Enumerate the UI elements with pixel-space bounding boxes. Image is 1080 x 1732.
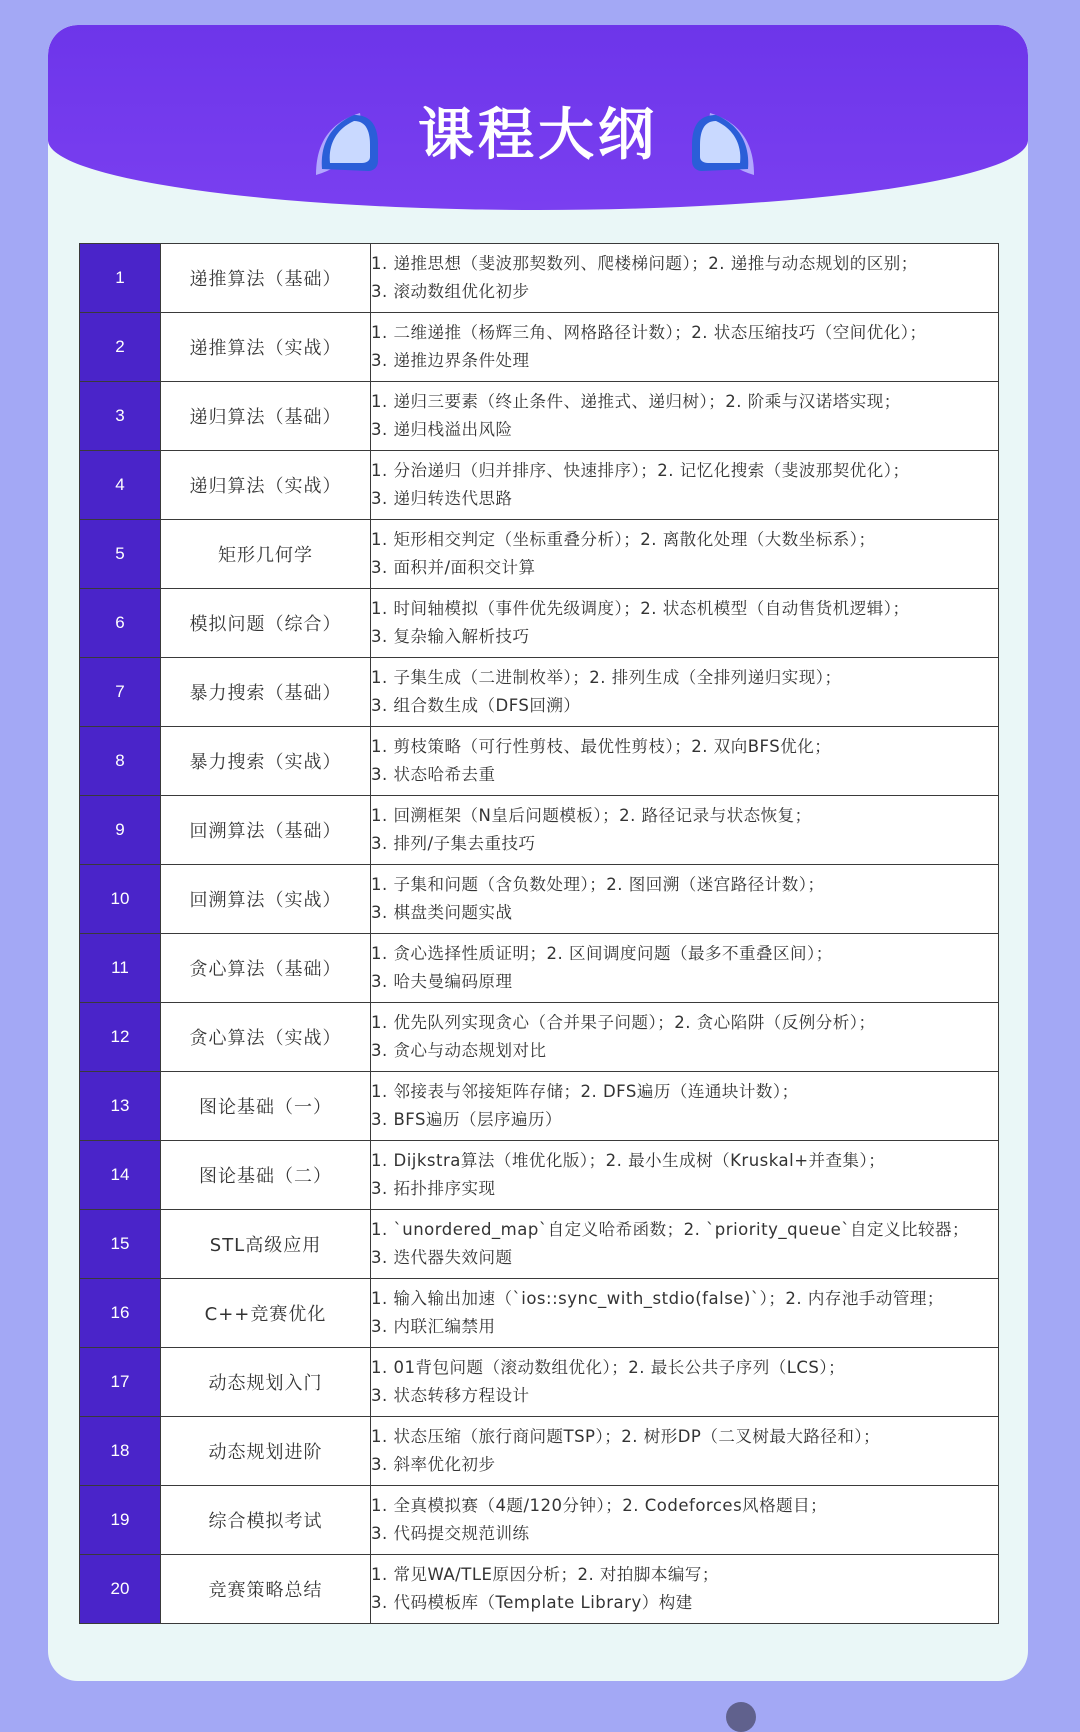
table-row [80, 658, 999, 727]
wechat-icon [726, 1702, 756, 1732]
table-row [80, 1279, 999, 1348]
lesson-topic: 图论基础（二） [161, 1141, 371, 1210]
table-row [80, 451, 999, 520]
content-line-2: 3. 排列/子集去重技巧 [371, 834, 536, 853]
lesson-number: 11 [80, 934, 161, 1003]
table-row [80, 1141, 999, 1210]
content-line-2: 3. 哈夫曼编码原理 [371, 972, 513, 991]
content-line-1: 1. 剪枝策略（可行性剪枝、最优性剪枝）；2. 双向BFS优化； [371, 737, 832, 756]
content-line-1: 1. 贪心选择性质证明；2. 区间调度问题（最多不重叠区间）； [371, 944, 833, 963]
content-line-1: 1. 全真模拟赛（4题/120分钟）；2. Codeforces风格题目； [371, 1496, 828, 1515]
lesson-number: 17 [80, 1348, 161, 1417]
table-row [80, 1210, 999, 1279]
lesson-number: 18 [80, 1417, 161, 1486]
content-line-1: 1. 回溯框架（N皇后问题模板）；2. 路径记录与状态恢复； [371, 806, 812, 825]
lesson-number: 12 [80, 1003, 161, 1072]
content-line-2: 3. 递推边界条件处理 [371, 351, 530, 370]
lesson-content [371, 1486, 999, 1555]
table-row [80, 1555, 999, 1624]
lesson-number: 5 [80, 520, 161, 589]
lesson-topic: 综合模拟考试 [161, 1486, 371, 1555]
content-line-1: 1. 矩形相交判定（坐标重叠分析）；2. 离散化处理（大数坐标系）； [371, 530, 876, 549]
content-line-2: 3. 面积并/面积交计算 [371, 558, 536, 577]
content-line-2: 3. 代码模板库（Template Library）构建 [371, 1593, 693, 1612]
leaf-right-icon [686, 105, 762, 181]
lesson-topic: 矩形几何学 [161, 520, 371, 589]
lesson-number: 19 [80, 1486, 161, 1555]
lesson-topic: STL高级应用 [161, 1210, 371, 1279]
lesson-content [371, 1003, 999, 1072]
lesson-content [371, 796, 999, 865]
content-line-2: 3. 斜率优化初步 [371, 1455, 496, 1474]
table-row [80, 382, 999, 451]
content-line-1: 1. 状态压缩（旅行商问题TSP）；2. 树形DP（二叉树最大路径和）； [371, 1427, 881, 1446]
content-line-2: 3. 状态哈希去重 [371, 765, 496, 784]
content-line-1: 1. 分治递归（归并排序、快速排序）；2. 记忆化搜索（斐波那契优化）； [371, 461, 910, 480]
lesson-content [371, 1417, 999, 1486]
lesson-number: 6 [80, 589, 161, 658]
lesson-topic: 图论基础（一） [161, 1072, 371, 1141]
lesson-topic: 递归算法（基础） [161, 382, 371, 451]
header-banner [48, 25, 1028, 210]
content-line-1: 1. 时间轴模拟（事件优先级调度）；2. 状态机模型（自动售货机逻辑）； [371, 599, 910, 618]
lesson-number: 15 [80, 1210, 161, 1279]
content-line-2: 3. 递归转迭代思路 [371, 489, 513, 508]
content-line-2: 3. 代码提交规范训练 [371, 1524, 530, 1543]
content-line-1: 1. 优先队列实现贪心（合并果子问题）；2. 贪心陷阱（反例分析）； [371, 1013, 876, 1032]
lesson-number: 14 [80, 1141, 161, 1210]
lesson-content [371, 934, 999, 1003]
lesson-topic: 暴力搜索（实战） [161, 727, 371, 796]
content-line-1: 1. 01背包问题（滚动数组优化）；2. 最长公共子序列（LCS）； [371, 1358, 846, 1377]
content-line-2: 3. 内联汇编禁用 [371, 1317, 496, 1336]
lesson-topic: 回溯算法（实战） [161, 865, 371, 934]
content-line-1: 1. 二维递推（杨辉三角、网格路径计数）；2. 状态压缩技巧（空间优化）； [371, 323, 927, 342]
content-line-2: 3. 递归栈溢出风险 [371, 420, 513, 439]
content-line-1: 1. 递归三要素（终止条件、递推式、递归树）；2. 阶乘与汉诺塔实现； [371, 392, 901, 411]
table-row [80, 865, 999, 934]
lesson-topic: 贪心算法（实战） [161, 1003, 371, 1072]
lesson-content [371, 1555, 999, 1624]
lesson-content [371, 727, 999, 796]
lesson-topic: 回溯算法（基础） [161, 796, 371, 865]
content-line-2: 3. 迭代器失效问题 [371, 1248, 513, 1267]
table-row [80, 1417, 999, 1486]
lesson-topic: 竞赛策略总结 [161, 1555, 371, 1624]
content-line-2: 3. 滚动数组优化初步 [371, 282, 530, 301]
table-row [80, 313, 999, 382]
lesson-topic: 动态规划进阶 [161, 1417, 371, 1486]
content-line-1: 1. 常见WA/TLE原因分析；2. 对拍脚本编写； [371, 1565, 719, 1584]
lesson-number: 8 [80, 727, 161, 796]
content-line-1: 1. 邻接表与邻接矩阵存储；2. DFS遍历（连通块计数）； [371, 1082, 799, 1101]
table-row [80, 1348, 999, 1417]
content-line-2: 3. 组合数生成（DFS回溯） [371, 696, 581, 715]
lesson-number: 20 [80, 1555, 161, 1624]
table-row [80, 934, 999, 1003]
content-line-2: 3. BFS遍历（层序遍历） [371, 1110, 562, 1129]
lesson-number: 9 [80, 796, 161, 865]
content-line-1: 1. Dijkstra算法（堆优化版）；2. 最小生成树（Kruskal+并查集）； [371, 1151, 886, 1170]
lesson-content [371, 1072, 999, 1141]
lesson-content [371, 658, 999, 727]
content-line-1: 1. 子集和问题（含负数处理）；2. 图回溯（迷宫路径计数）； [371, 875, 825, 894]
content-line-2: 3. 状态转移方程设计 [371, 1386, 530, 1405]
lesson-topic: 递推算法（基础） [161, 244, 371, 313]
lesson-content [371, 1141, 999, 1210]
lesson-content [371, 313, 999, 382]
lesson-topic: 暴力搜索（基础） [161, 658, 371, 727]
lesson-number: 4 [80, 451, 161, 520]
lesson-content [371, 1348, 999, 1417]
table-row [80, 1486, 999, 1555]
lesson-content [371, 1210, 999, 1279]
lesson-content [371, 382, 999, 451]
content-line-1: 1. 子集生成（二进制枚举）；2. 排列生成（全排列递归实现）； [371, 668, 842, 687]
lesson-topic: 递归算法（实战） [161, 451, 371, 520]
lesson-topic: C++竞赛优化 [161, 1279, 371, 1348]
content-line-2: 3. 拓扑排序实现 [371, 1179, 496, 1198]
lesson-topic: 模拟问题（综合） [161, 589, 371, 658]
content-line-1: 1. `unordered_map`自定义哈希函数；2. `priority_queue`自定义比较器； [371, 1220, 970, 1239]
lesson-number: 16 [80, 1279, 161, 1348]
lesson-topic: 动态规划入门 [161, 1348, 371, 1417]
lesson-number: 10 [80, 865, 161, 934]
lesson-number: 7 [80, 658, 161, 727]
lesson-content [371, 520, 999, 589]
content-line-2: 3. 复杂输入解析技巧 [371, 627, 530, 646]
lesson-number: 1 [80, 244, 161, 313]
table-row [80, 589, 999, 658]
table-row [80, 1072, 999, 1141]
lesson-number: 2 [80, 313, 161, 382]
lesson-number: 13 [80, 1072, 161, 1141]
table-row [80, 520, 999, 589]
course-outline-table [79, 243, 999, 1624]
table-row [80, 1003, 999, 1072]
table-row [80, 727, 999, 796]
table-row [80, 796, 999, 865]
content-line-1: 1. 递推思想（斐波那契数列、爬楼梯问题）；2. 递推与动态规划的区别； [371, 254, 918, 273]
lesson-number: 3 [80, 382, 161, 451]
content-line-1: 1. 输入输出加速（`ios::sync_with_stdio(false)`）；2. 内存池手动管理； [371, 1289, 944, 1308]
page-title: 课程大纲 [418, 103, 658, 168]
table-row [80, 244, 999, 313]
lesson-content [371, 451, 999, 520]
lesson-topic: 递推算法（实战） [161, 313, 371, 382]
lesson-content [371, 244, 999, 313]
content-line-2: 3. 贪心与动态规划对比 [371, 1041, 547, 1060]
lesson-content [371, 1279, 999, 1348]
lesson-content [371, 865, 999, 934]
lesson-topic: 贪心算法（基础） [161, 934, 371, 1003]
lesson-content [371, 589, 999, 658]
content-line-2: 3. 棋盘类问题实战 [371, 903, 513, 922]
